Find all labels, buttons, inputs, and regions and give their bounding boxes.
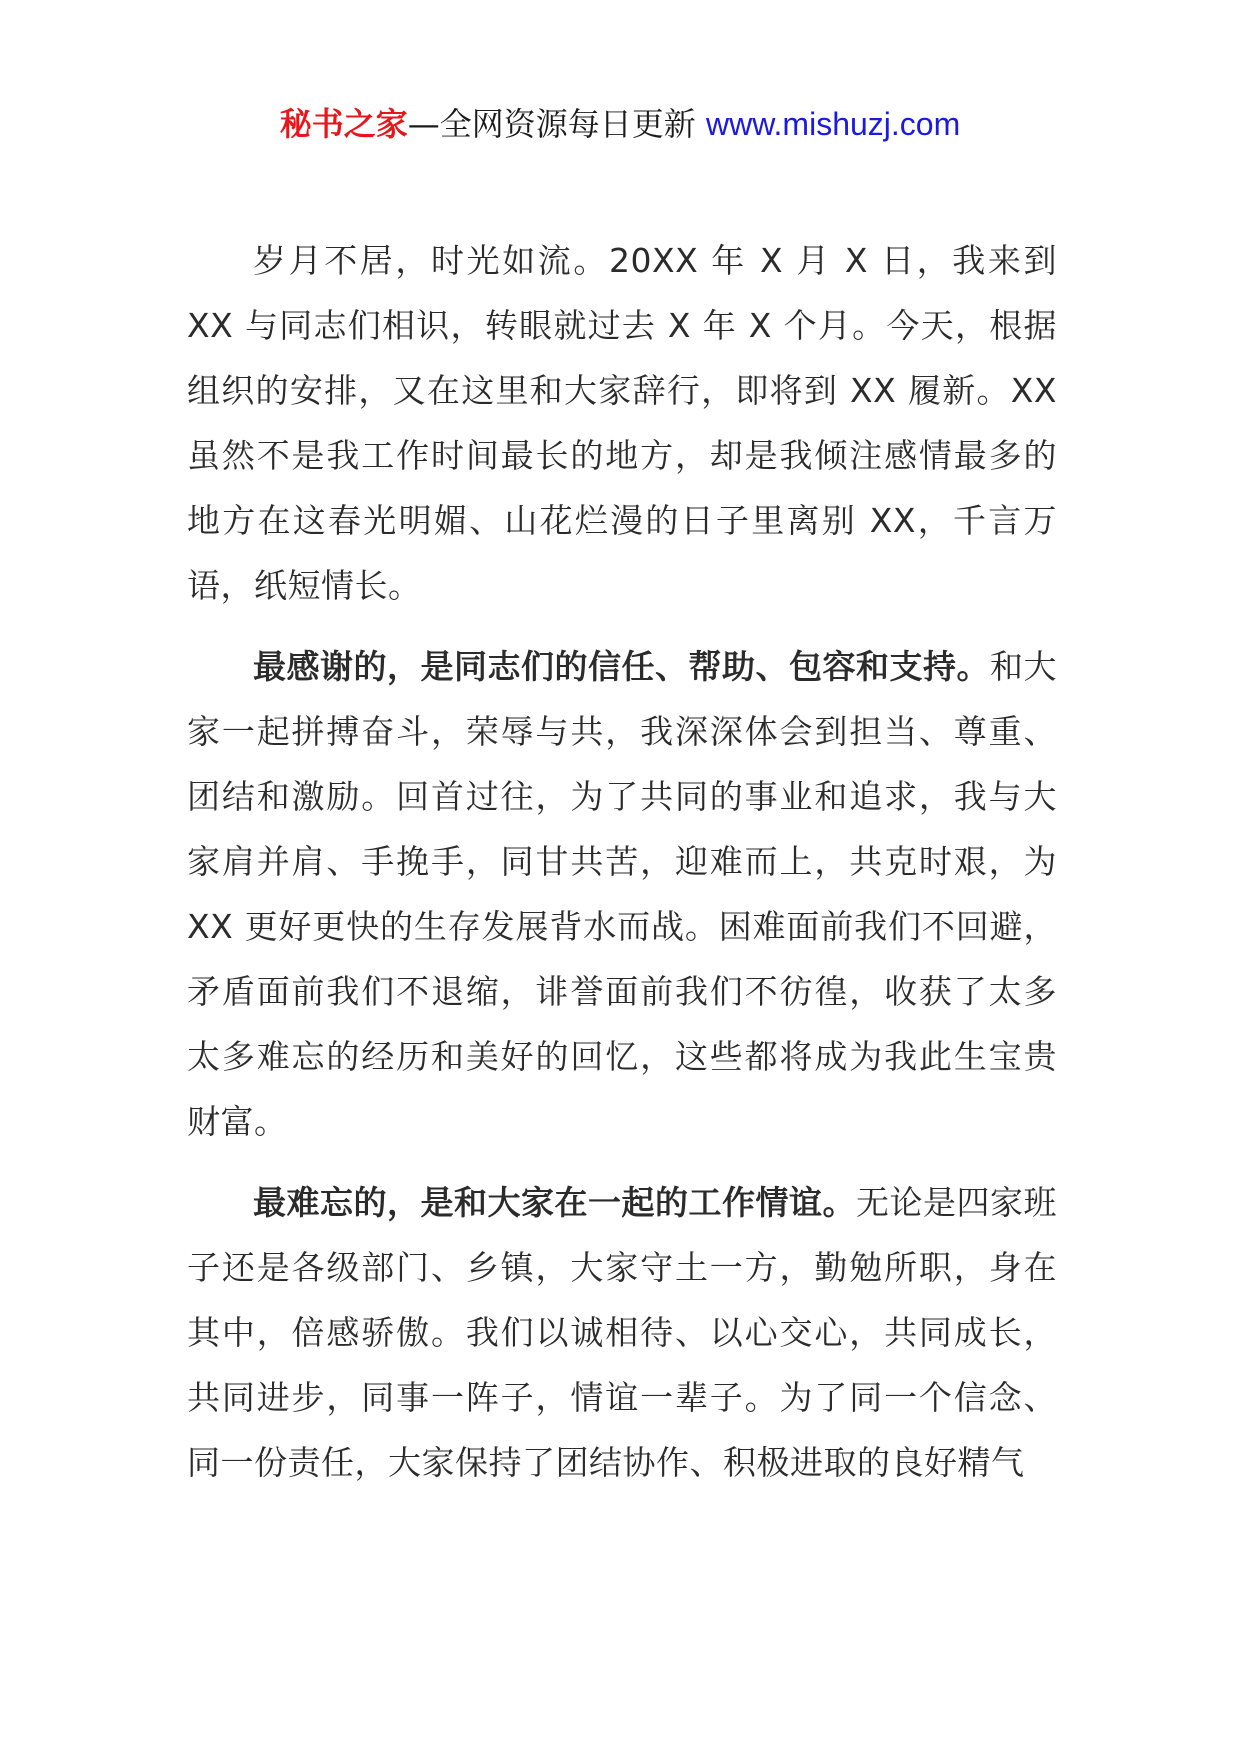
document-body xyxy=(187,228,1057,1511)
site-url-link[interactable]: www.mishuzj.com xyxy=(705,106,961,142)
paragraph-text: 和大家一起拼搏奋斗，荣辱与共，我深深体会到担当、尊重、团结和激励。回首过往，为了共同的事业和追求，我与大家肩并肩、手挽手，同甘共苦，迎难而上，共克时艰，为 XX 更好更快的生存发展背水而战。困难面前我们不回避，矛盾面前我们不退缩，诽誉面前我们不彷徨，收获了太多太多难忘的经历和美好的回忆，这些都将成为我此生宝贵财富。 xyxy=(187,647,1057,1141)
paragraph-gratitude xyxy=(187,634,1057,1154)
header-slogan: —全网资源每日更新 xyxy=(407,105,706,143)
site-header xyxy=(0,100,1240,148)
paragraph-lead: 最难忘的，是和大家在一起的工作情谊。 xyxy=(253,1183,856,1222)
paragraph-lead: 最感谢的，是同志们的信任、帮助、包容和支持。 xyxy=(253,647,990,686)
paragraph-text: 无论是四家班子还是各级部门、乡镇，大家守土一方，勤勉所职，身在其中，倍感骄傲。我们以诚相待、以心交心，共同成长，共同进步，同事一阵子，情谊一辈子。为了同一个信念、同一份责任，大家保持了团结协作、积极进取的良好精气 xyxy=(187,1183,1057,1482)
paragraph-intro xyxy=(187,228,1057,618)
brand-name: 秘书之家 xyxy=(279,105,408,143)
paragraph-text: 岁月不居，时光如流。20XX 年 X 月 X 日，我来到 XX 与同志们相识，转眼就过去 X 年 X 个月。今天，根据组织的安排，又在这里和大家辞行，即将到 XX 履新。XX 虽然不是我工作时间最长的地方，却是我倾注感情最多的地方在这春光明媚、山花烂漫的日子里离别 XX，千言万语，纸短情长。 xyxy=(187,241,1057,605)
paragraph-memories xyxy=(187,1170,1057,1495)
